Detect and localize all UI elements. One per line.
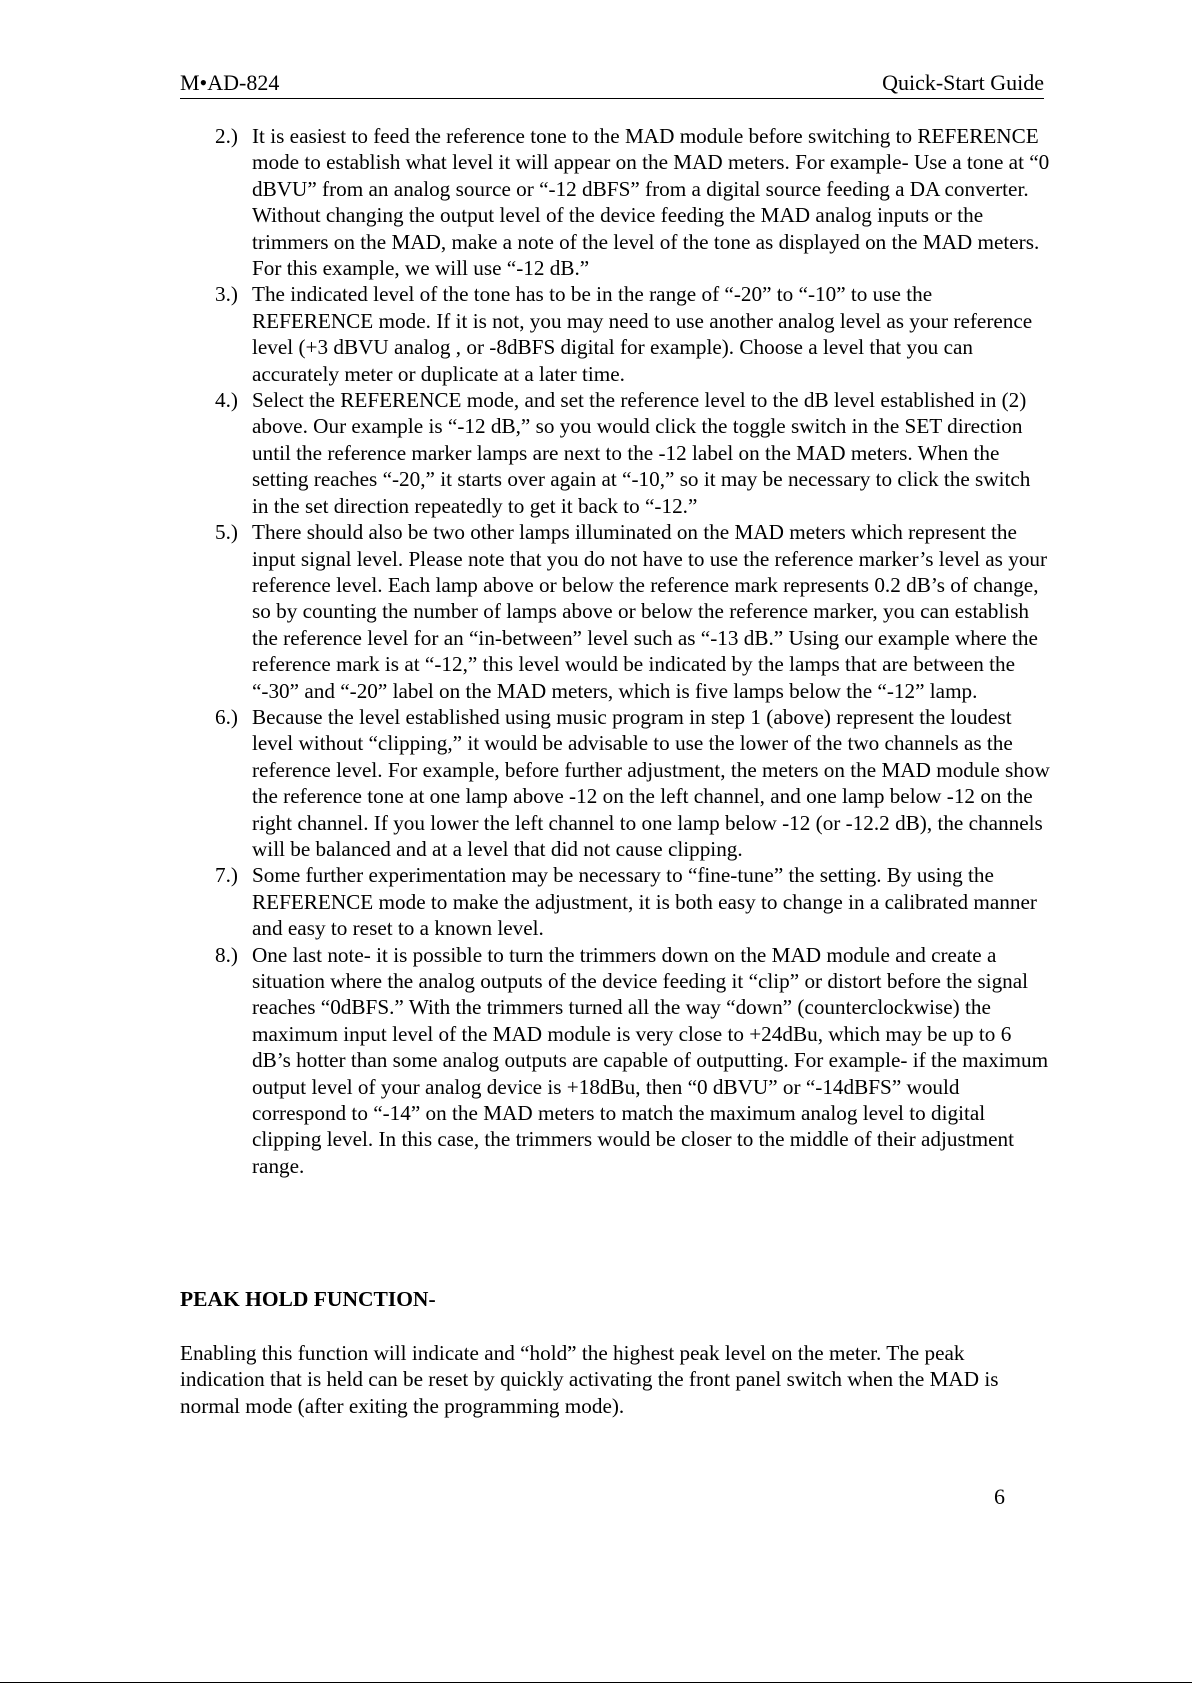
step-number: 7.) (215, 863, 238, 888)
procedure-steps-list (180, 123, 1050, 1179)
step-text: Because the level established using music program in step 1 (above) represent the loudest level without “clipping,” it would be advisable to use the lower of the two channels as the reference level. For example, before further adjustment, the meters on the MAD module show the reference tone at one lamp above -12 on the left channel, and one lamp below -12 on the right channel. If you lower the left channel to one lamp below -12 (or -12.2 dB), the channels will be balanced and at a level that did not cause clipping. (252, 704, 1050, 861)
step-number: 4.) (215, 388, 238, 413)
bottom-divider (0, 1682, 1192, 1683)
list-item-step-4 (180, 387, 1050, 519)
list-item-step-8 (180, 942, 1050, 1180)
section-heading-peak-hold: PEAK HOLD FUNCTION- (180, 1287, 436, 1311)
step-text: Some further experimentation may be necessary to “fine-tune” the setting. By using the REFERENCE mode to make the adjustment, it is both easy to change in a calibrated manner and easy to reset to a known level. (252, 863, 1037, 941)
step-text: Select the REFERENCE mode, and set the reference level to the dB level established in (2) above. Our example is “-12 dB,” so you would click the toggle switch in the SET direction until the reference marker lamps are next to the -12 label on the MAD meters. When the setting reaches “-20,” it starts over again at “-10,” so it may be necessary to click the switch in the set direction repeatedly to get it back to “-12.” (252, 388, 1031, 518)
step-text: It is easiest to feed the reference tone to the MAD module before switching to REFERENCE mode to establish what level it will appear on the MAD meters. For example- Use a tone at “0 dBVU” from an analog source or “-12 dBFS” from a digital source feeding a DA converter. Without changing the output level of the device feeding the MAD analog inputs or the trimmers on the MAD, make a note of the level of the tone as displayed on the MAD meters. For this example, we will use “-12 dB.” (252, 124, 1050, 281)
step-text: There should also be two other lamps illuminated on the MAD meters which represent the input signal level. Please note that you do not have to use the reference marker’s level as your reference level. Each lamp above or below the reference mark represents 0.2 dB’s of change, so by counting the number of lamps above or below the reference marker, you can establish the reference level for an “in-between” level such as “-13 dB.” Using our example where the reference mark is at “-12,” this level would be indicated by the lamps that are between the “-30” and “-20” label on the MAD meters, which is five lamps below the “-12” lamp. (252, 520, 1048, 703)
list-item-step-7 (180, 862, 1050, 941)
list-item-step-5 (180, 519, 1050, 704)
step-number: 2.) (215, 124, 238, 148)
header-document-title: Quick-Start Guide (882, 70, 1044, 95)
page-header (180, 70, 1044, 99)
list-item-step-6 (180, 704, 1050, 862)
header-product-name: M•AD-824 (180, 70, 280, 95)
peak-hold-description: Enabling this function will indicate and “hold” the highest peak level on the meter. The peak indication that is held can be reset by quickly activating the front panel switch when the MAD is normal mode (after exiting the programming mode). (180, 1341, 999, 1418)
step-number: 6.) (215, 704, 238, 729)
list-item-step-2 (180, 123, 1050, 281)
step-text: The indicated level of the tone has to be in the range of “-20” to “-10” to use the REFERENCE mode. If it is not, you may need to use another analog level as your reference level (+3 dBVU analog , or -8dBFS digital for example). Choose a level that you can accurately meter or duplicate at a later time. (252, 282, 1033, 386)
step-text: One last note- it is possible to turn the trimmers down on the MAD module and create a situation where the analog outputs of the device feeding it “clip” or distort before the signal reaches “0dBFS.” With the trimmers turned all the way “down” (counterclockwise) the maximum input level of the MAD module is very close to +24dBu, which may be up to 6 dB’s hotter than some analog outputs are capable of outputting. For example- if the maximum output level of your analog device is +18dBu, then “0 dBVU” or “-14dBFS” would correspond to “-14” on the MAD meters to match the maximum analog level to digital clipping level. In this case, the trimmers would be closer to the middle of their adjustment range. (252, 942, 1049, 1178)
step-number: 3.) (215, 282, 238, 307)
page-number: 6 (994, 1484, 1005, 1509)
list-item-step-3 (180, 281, 1050, 387)
step-number: 8.) (215, 942, 238, 967)
step-number: 5.) (215, 520, 238, 545)
